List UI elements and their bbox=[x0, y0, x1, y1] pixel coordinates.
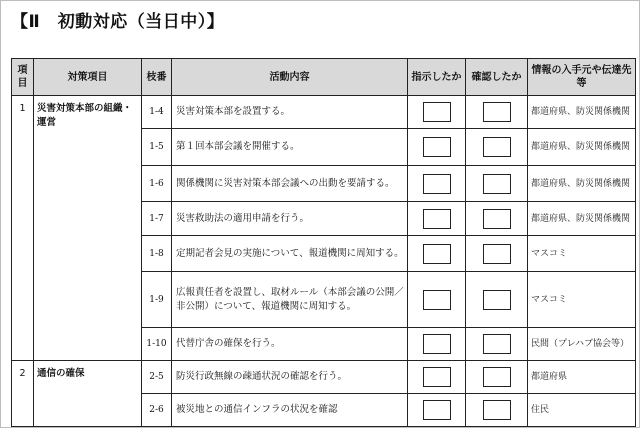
header-instructed: 指示したか bbox=[408, 59, 466, 96]
instructed-checkbox[interactable] bbox=[423, 367, 451, 387]
item-number: 2 bbox=[12, 361, 34, 427]
instructed-checkbox[interactable] bbox=[423, 209, 451, 229]
confirmed-cell bbox=[466, 202, 528, 236]
confirmed-cell bbox=[466, 272, 528, 328]
confirmed-cell bbox=[466, 236, 528, 272]
instructed-cell bbox=[408, 272, 466, 328]
confirmed-cell bbox=[466, 394, 528, 427]
instructed-cell bbox=[408, 236, 466, 272]
activity-text: 代替庁舎の確保を行う。 bbox=[172, 328, 408, 361]
branch-number: 2-5 bbox=[142, 361, 172, 394]
instructed-cell bbox=[408, 328, 466, 361]
info-source-text: 都道府県、防災関係機関 bbox=[528, 166, 636, 202]
confirmed-checkbox[interactable] bbox=[483, 290, 511, 310]
confirmed-checkbox[interactable] bbox=[483, 244, 511, 264]
activity-text: 第１回本部会議を開催する。 bbox=[172, 129, 408, 166]
activity-text: 関係機関に災害対策本部会議への出動を要請する。 bbox=[172, 166, 408, 202]
info-source-text: 都道府県、防災関係機関 bbox=[528, 96, 636, 129]
confirmed-checkbox[interactable] bbox=[483, 400, 511, 420]
branch-number: 1-6 bbox=[142, 166, 172, 202]
info-source-text: 民間（プレハブ協会等） bbox=[528, 328, 636, 361]
branch-number: 1-4 bbox=[142, 96, 172, 129]
confirmed-checkbox[interactable] bbox=[483, 137, 511, 157]
header-info-source: 情報の入手元や伝達先等 bbox=[528, 59, 636, 96]
instructed-cell bbox=[408, 96, 466, 129]
confirmed-checkbox[interactable] bbox=[483, 209, 511, 229]
info-source-text: 都道府県、防災関係機関 bbox=[528, 129, 636, 166]
table-row bbox=[12, 361, 636, 394]
activity-text: 防災行政無線の疎通状況の確認を行う。 bbox=[172, 361, 408, 394]
confirmed-cell bbox=[466, 129, 528, 166]
branch-number: 1-5 bbox=[142, 129, 172, 166]
instructed-cell bbox=[408, 361, 466, 394]
confirmed-cell bbox=[466, 166, 528, 202]
confirmed-checkbox[interactable] bbox=[483, 367, 511, 387]
activity-text: 被災地との通信インフラの状況を確認 bbox=[172, 394, 408, 427]
info-source-text: マスコミ bbox=[528, 236, 636, 272]
category-label: 通信の確保 bbox=[34, 361, 142, 427]
activity-text: 災害救助法の適用申請を行う。 bbox=[172, 202, 408, 236]
header-row bbox=[12, 59, 636, 96]
instructed-checkbox[interactable] bbox=[423, 174, 451, 194]
instructed-checkbox[interactable] bbox=[423, 290, 451, 310]
instructed-cell bbox=[408, 166, 466, 202]
confirmed-cell bbox=[466, 361, 528, 394]
header-activity: 活動内容 bbox=[172, 59, 408, 96]
header-item-no: 項目 bbox=[12, 59, 34, 96]
header-branch: 枝番 bbox=[142, 59, 172, 96]
instructed-checkbox[interactable] bbox=[423, 102, 451, 122]
table-row bbox=[12, 96, 636, 129]
activity-text: 広報責任者を設置し、取材ルール（本部会議の公開／非公開）について、報道機関に周知する。 bbox=[172, 272, 408, 328]
activity-text: 定期記者会見の実施について、報道機関に周知する。 bbox=[172, 236, 408, 272]
branch-number: 1-7 bbox=[142, 202, 172, 236]
confirmed-checkbox[interactable] bbox=[483, 102, 511, 122]
confirmed-checkbox[interactable] bbox=[483, 334, 511, 354]
instructed-cell bbox=[408, 129, 466, 166]
checklist-table bbox=[11, 58, 636, 427]
category-label: 災害対策本部の組織・運営 bbox=[34, 96, 142, 361]
confirmed-cell bbox=[466, 328, 528, 361]
instructed-checkbox[interactable] bbox=[423, 244, 451, 264]
activity-text: 災害対策本部を設置する。 bbox=[172, 96, 408, 129]
branch-number: 1-10 bbox=[142, 328, 172, 361]
section-heading: 【Ⅱ 初動対応（当日中）】 bbox=[11, 12, 225, 32]
info-source-text: 都道府県 bbox=[528, 361, 636, 394]
branch-number: 1-8 bbox=[142, 236, 172, 272]
confirmed-checkbox[interactable] bbox=[483, 174, 511, 194]
info-source-text: 都道府県、防災関係機関 bbox=[528, 202, 636, 236]
info-source-text: マスコミ bbox=[528, 272, 636, 328]
item-number: 1 bbox=[12, 96, 34, 361]
instructed-cell bbox=[408, 202, 466, 236]
instructed-checkbox[interactable] bbox=[423, 137, 451, 157]
header-confirmed: 確認したか bbox=[466, 59, 528, 96]
header-category: 対策項目 bbox=[34, 59, 142, 96]
instructed-cell bbox=[408, 394, 466, 427]
instructed-checkbox[interactable] bbox=[423, 334, 451, 354]
branch-number: 2-6 bbox=[142, 394, 172, 427]
confirmed-cell bbox=[466, 96, 528, 129]
branch-number: 1-9 bbox=[142, 272, 172, 328]
info-source-text: 住民 bbox=[528, 394, 636, 427]
instructed-checkbox[interactable] bbox=[423, 400, 451, 420]
